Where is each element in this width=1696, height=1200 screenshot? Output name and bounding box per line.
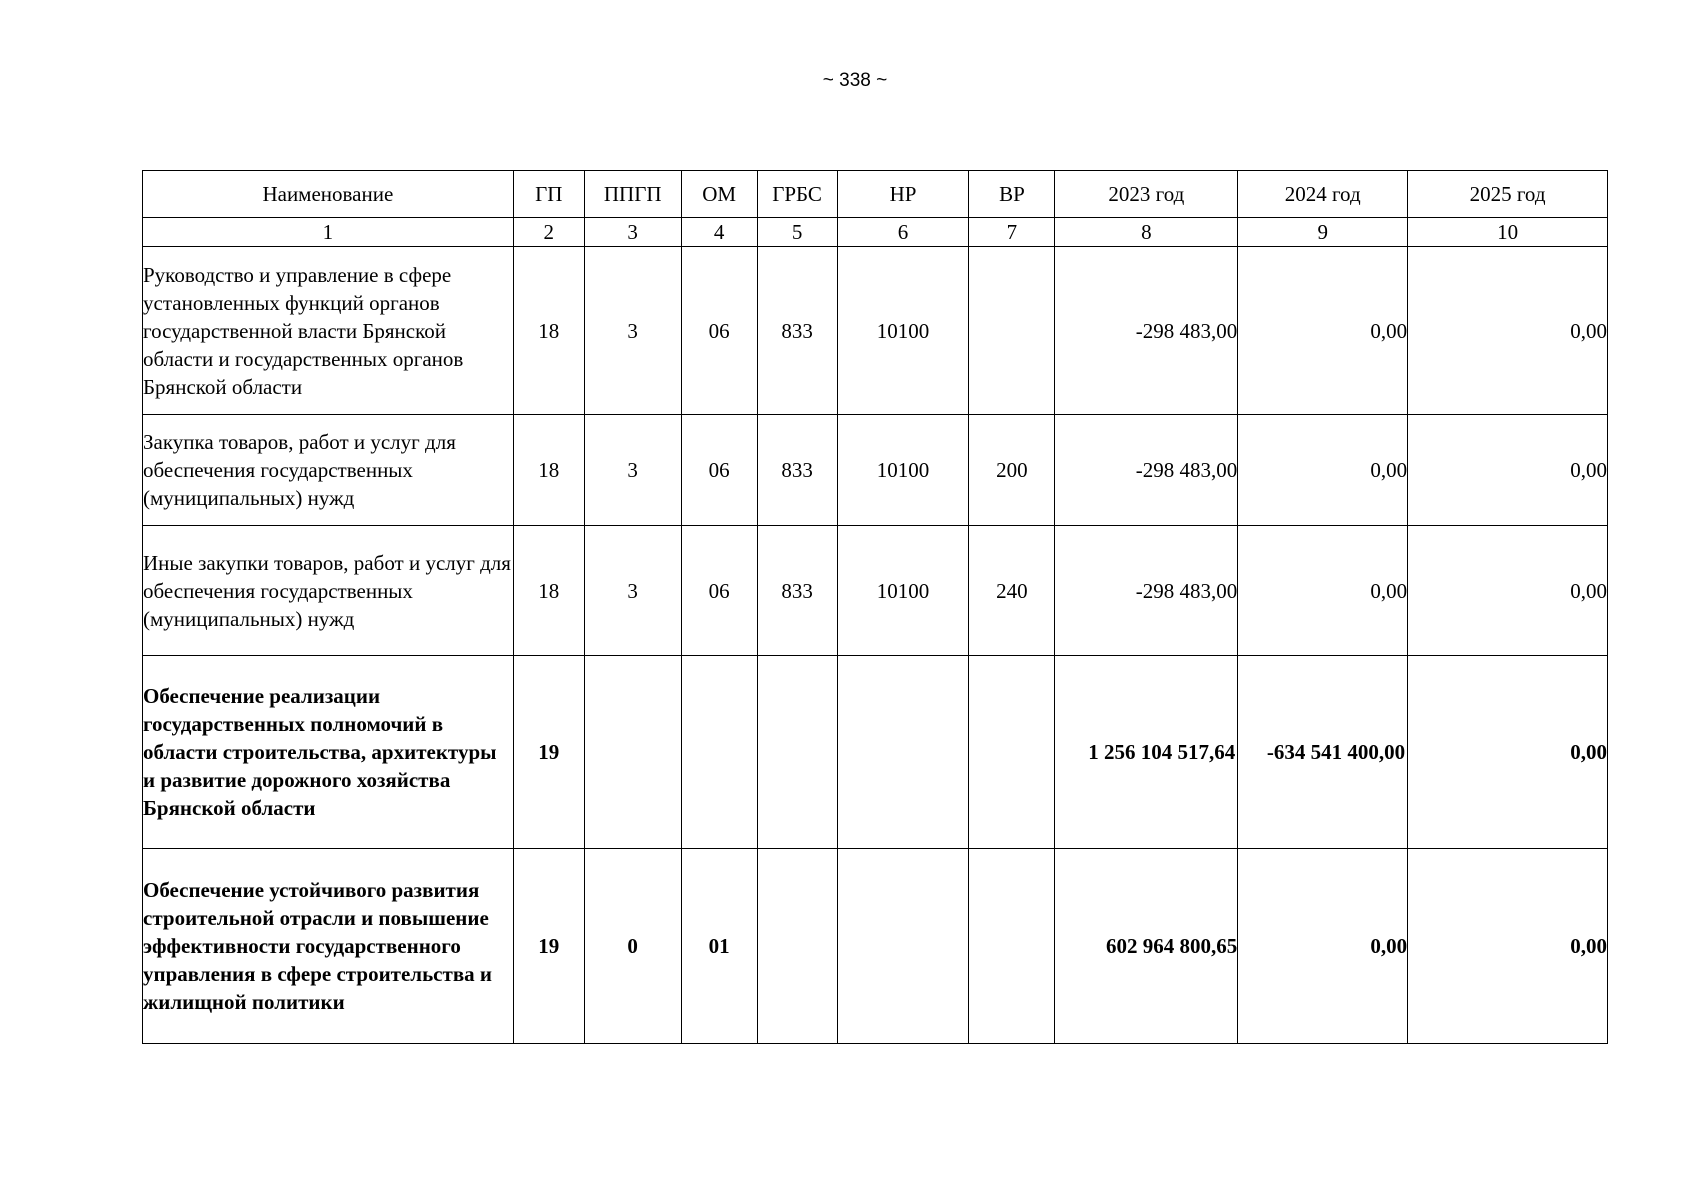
- row-2024: 0,00: [1238, 849, 1408, 1044]
- row-ppgp: 0: [584, 849, 681, 1044]
- row-om: 06: [681, 526, 757, 656]
- column-number: 2: [513, 218, 584, 247]
- column-number: 3: [584, 218, 681, 247]
- row-2025: 0,00: [1408, 415, 1608, 526]
- row-2023: -298 483,00: [1055, 526, 1238, 656]
- row-om: 01: [681, 849, 757, 1044]
- row-nr: 10100: [837, 247, 969, 415]
- table-row: [143, 415, 1608, 526]
- row-vr: [969, 247, 1055, 415]
- row-om: 06: [681, 415, 757, 526]
- header-2025: 2025 год: [1408, 171, 1608, 218]
- row-2025: 0,00: [1408, 849, 1608, 1044]
- row-gp: 18: [513, 247, 584, 415]
- row-2024: 0,00: [1238, 526, 1408, 656]
- row-2023: 602 964 800,65: [1055, 849, 1238, 1044]
- header-name: Наименование: [143, 171, 514, 218]
- column-number: 4: [681, 218, 757, 247]
- row-name: Обеспечение реализации государственных полномочий в области строительства, архитектуры и развитие дорожного хозяйства Брянской области: [143, 656, 514, 849]
- row-nr: 10100: [837, 526, 969, 656]
- header-2023: 2023 год: [1055, 171, 1238, 218]
- row-vr: 240: [969, 526, 1055, 656]
- row-gp: 19: [513, 656, 584, 849]
- column-number: 10: [1408, 218, 1608, 247]
- header-row: [143, 171, 1608, 218]
- row-2023: -298 483,00: [1055, 415, 1238, 526]
- page-number: ~ 338 ~: [822, 70, 888, 91]
- budget-table: [142, 170, 1608, 1044]
- row-ppgp: 3: [584, 247, 681, 415]
- header-grbs: ГРБС: [757, 171, 837, 218]
- header-gp: ГП: [513, 171, 584, 218]
- row-name: Обеспечение устойчивого развития строительной отрасли и повышение эффективности государственного управления в сфере строительства и жилищной политики: [143, 849, 514, 1044]
- row-om: [681, 656, 757, 849]
- row-gp: 19: [513, 849, 584, 1044]
- column-number: 1: [143, 218, 514, 247]
- column-number: 8: [1055, 218, 1238, 247]
- table-row: [143, 526, 1608, 656]
- row-om: 06: [681, 247, 757, 415]
- column-number: 6: [837, 218, 969, 247]
- row-vr: [969, 656, 1055, 849]
- row-grbs: 833: [757, 247, 837, 415]
- row-2023: -298 483,00: [1055, 247, 1238, 415]
- row-nr: [837, 849, 969, 1044]
- row-2024: 0,00: [1238, 415, 1408, 526]
- row-gp: 18: [513, 526, 584, 656]
- header-2024: 2024 год: [1238, 171, 1408, 218]
- row-name: Руководство и управление в сфере установленных функций органов государственной власти Брянской области и государственных органов Брянской области: [143, 247, 514, 415]
- column-number: 5: [757, 218, 837, 247]
- row-gp: 18: [513, 415, 584, 526]
- row-vr: [969, 849, 1055, 1044]
- row-grbs: 833: [757, 526, 837, 656]
- row-grbs: [757, 656, 837, 849]
- header-om: ОМ: [681, 171, 757, 218]
- row-ppgp: 3: [584, 526, 681, 656]
- row-name: Иные закупки товаров, работ и услуг для обеспечения государственных (муниципальных) нужд: [143, 526, 514, 656]
- row-ppgp: 3: [584, 415, 681, 526]
- row-nr: 10100: [837, 415, 969, 526]
- row-2024: 0,00: [1238, 247, 1408, 415]
- header-vr: ВР: [969, 171, 1055, 218]
- row-vr: 200: [969, 415, 1055, 526]
- header-ppgp: ППГП: [584, 171, 681, 218]
- row-2025: 0,00: [1408, 656, 1608, 849]
- row-2023: 1 256 104 517,64: [1055, 656, 1238, 849]
- column-number: 9: [1238, 218, 1408, 247]
- row-2025: 0,00: [1408, 526, 1608, 656]
- row-nr: [837, 656, 969, 849]
- table-row: [143, 849, 1608, 1044]
- table-row: [143, 656, 1608, 849]
- row-name: Закупка товаров, работ и услуг для обеспечения государственных (муниципальных) нужд: [143, 415, 514, 526]
- row-grbs: 833: [757, 415, 837, 526]
- column-number: 7: [969, 218, 1055, 247]
- row-2025: 0,00: [1408, 247, 1608, 415]
- row-grbs: [757, 849, 837, 1044]
- row-2024: -634 541 400,00: [1238, 656, 1408, 849]
- row-ppgp: [584, 656, 681, 849]
- header-nr: НР: [837, 171, 969, 218]
- table-row: [143, 247, 1608, 415]
- column-number-row: [143, 218, 1608, 247]
